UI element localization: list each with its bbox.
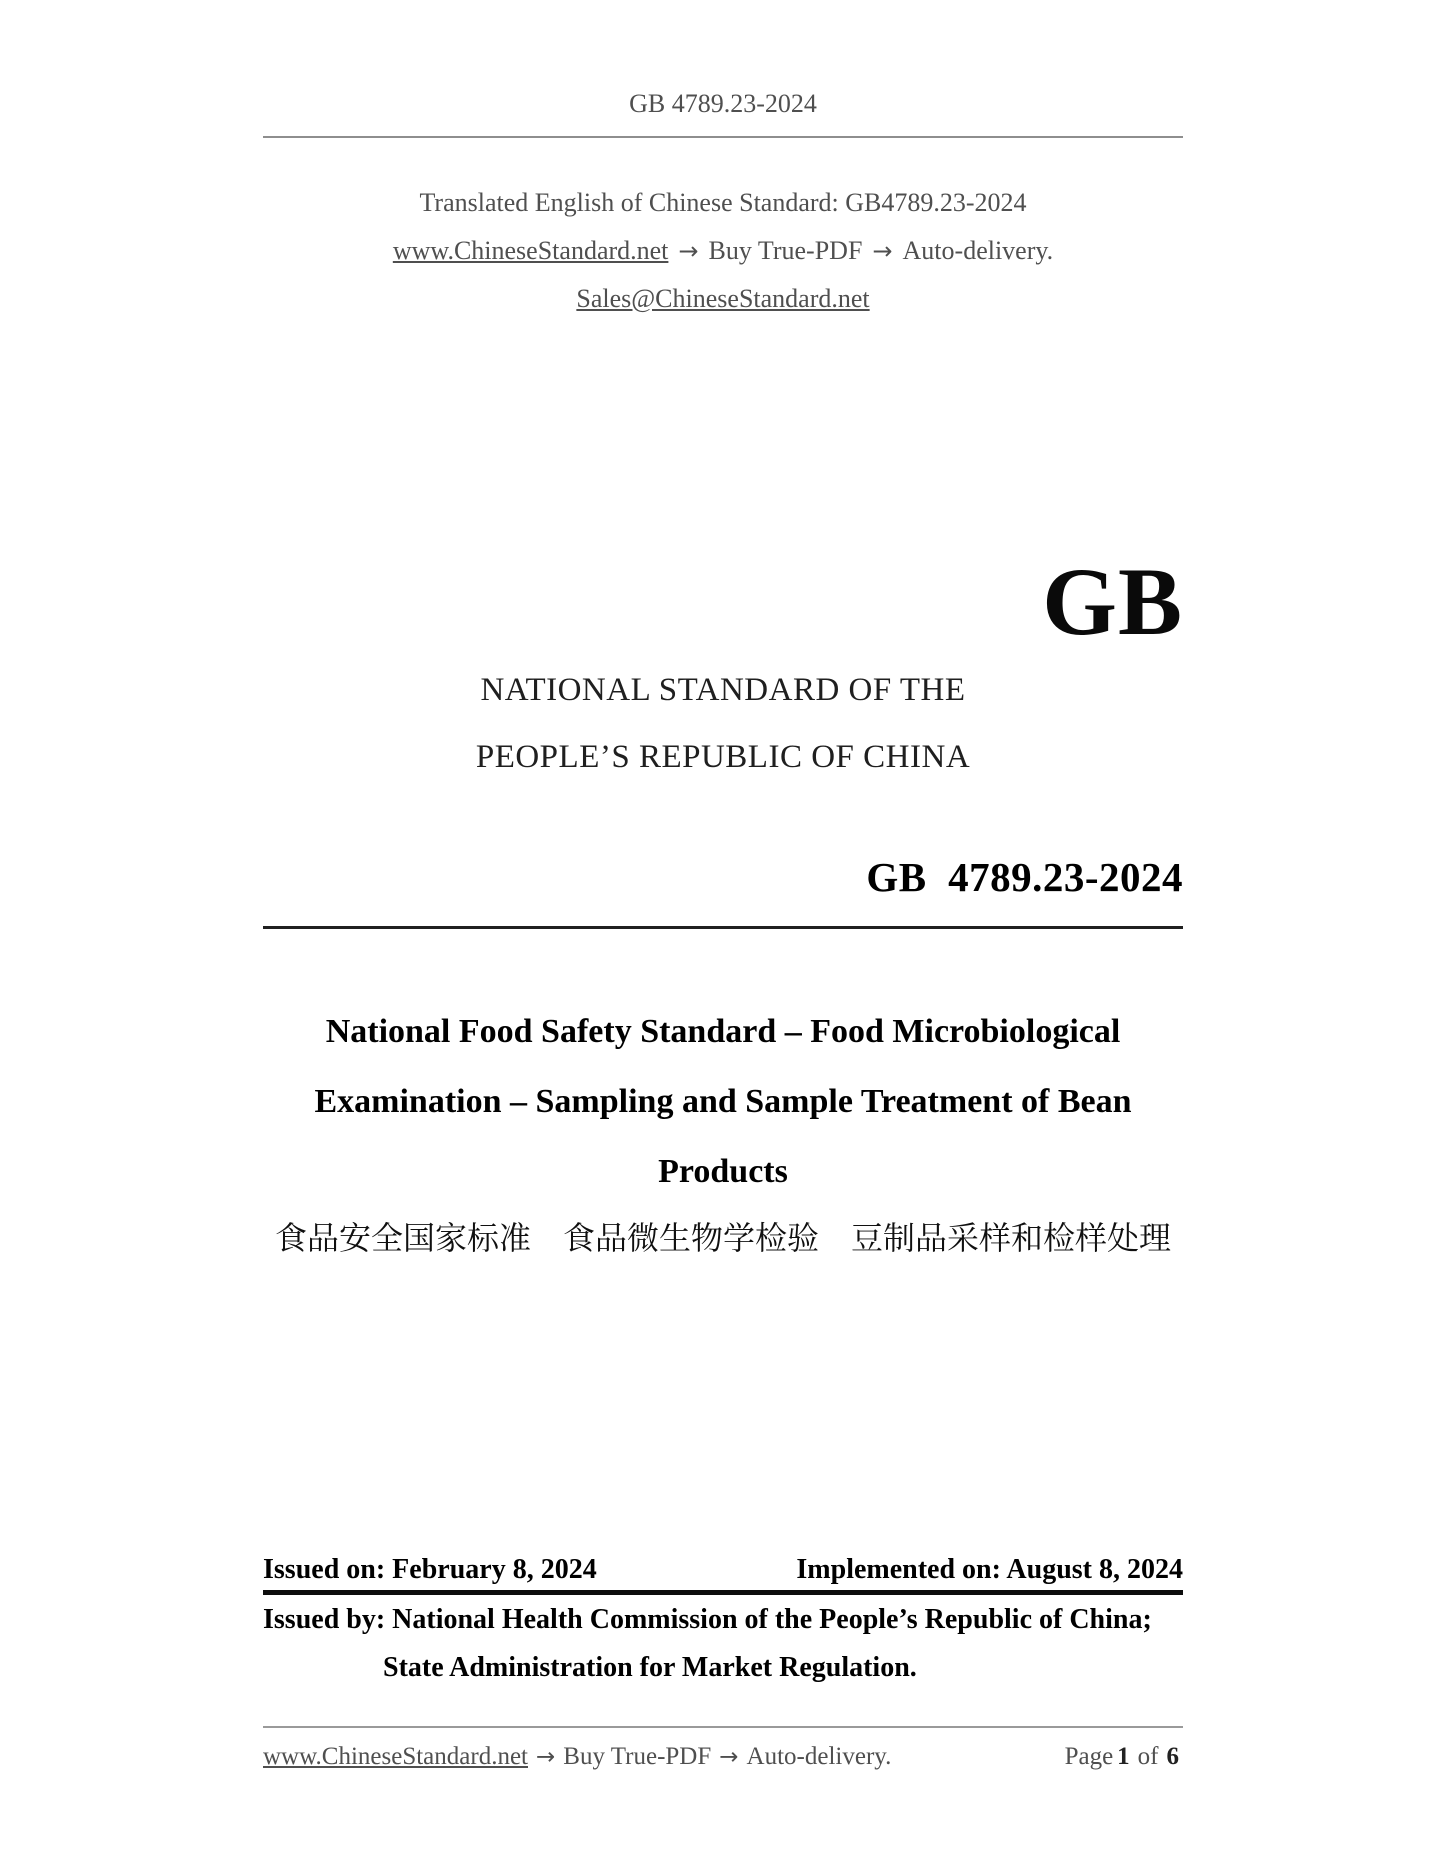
website-link[interactable]: www.ChineseStandard.net [392,236,669,265]
issued-by-line1: Issued by: National Health Commission of the People’s Republic of China; [263,1604,1152,1635]
title-english [263,997,1183,1207]
footer-buy-label: Buy True-PDF [563,1743,712,1770]
standard-number: GB 4789.23-2024 [866,854,1183,900]
page-current: 1 [1117,1743,1130,1770]
translated-line: Translated English of Chinese Standard: GB4789.23-2024 [419,188,1027,217]
issued-on-date: Issued on: February 8, 2024 [263,1554,597,1585]
title-english-line3: Products [658,1153,788,1190]
footer-purchase-line [263,1741,891,1774]
issuance-divider [263,1590,1183,1595]
arrow-icon: → [719,1744,739,1770]
footer-delivery-label: Auto-delivery. [746,1743,892,1770]
page-label: Page [1064,1743,1114,1770]
auto-delivery-label: Auto-delivery. [902,236,1054,265]
standard-number-divider [263,926,1183,929]
sales-line [263,283,1183,316]
header-divider [263,136,1183,138]
issued-by-line2: State Administration for Market Regulation. [383,1652,917,1683]
page-of-label: of [1137,1743,1159,1770]
title-english-line2: Examination – Sampling and Sample Treatment of Bean [314,1083,1132,1120]
footer [263,1741,1183,1774]
sales-email-link[interactable]: Sales@ChineseStandard.net [576,284,870,313]
title-english-line1: National Food Safety Standard – Food Microbiological [325,1013,1121,1050]
org-name-line1: NATIONAL STANDARD OF THE [480,672,966,708]
issuance-dates-row [263,1552,1183,1587]
arrow-icon: → [872,237,893,265]
arrow-icon: → [536,1744,556,1770]
page-total: 6 [1166,1743,1179,1770]
arrow-icon: → [678,237,699,265]
purchase-line [263,235,1183,268]
buy-true-pdf-label: Buy True-PDF [708,236,863,265]
implemented-on-date: Implemented on: August 8, 2024 [796,1554,1183,1585]
title-chinese: 食品安全国家标准 食品微生物学检验 豆制品采样和检样处理 [274,1220,1171,1256]
header-doc-number: GB 4789.23-2024 [629,89,817,118]
org-name-line2: PEOPLE’S REPUBLIC OF CHINA [475,739,971,775]
page-indicator [1065,1741,1183,1774]
footer-divider [263,1726,1183,1728]
footer-website-link[interactable]: www.ChineseStandard.net [263,1743,528,1770]
gb-logo: GB [1042,548,1183,655]
